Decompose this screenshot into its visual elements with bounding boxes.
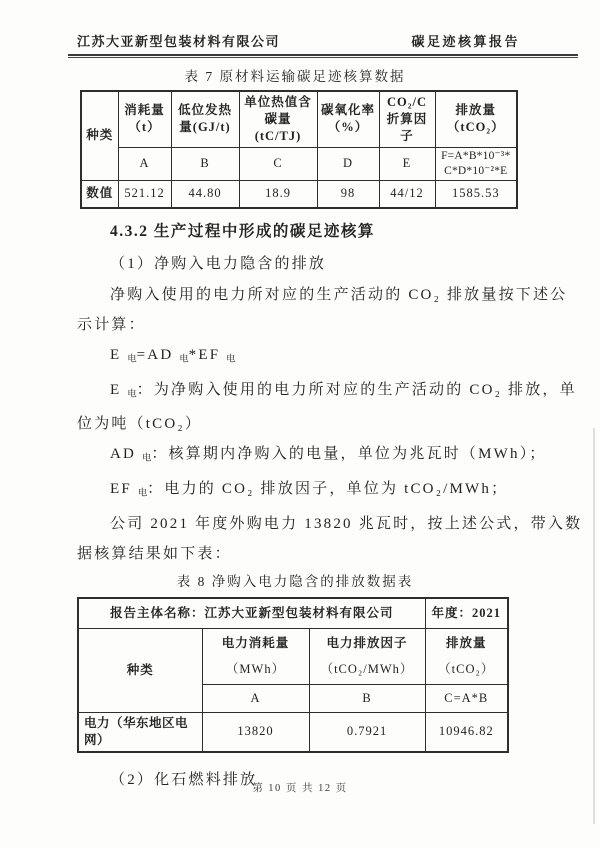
section-heading-432: 4.3.2 生产过程中形成的碳足迹核算 bbox=[110, 223, 375, 241]
table7-code-e: E bbox=[379, 147, 435, 180]
table7-caption: 表 7 原材料运输碳足迹核算数据 bbox=[184, 69, 406, 84]
table8-value-emission: 10946.82 bbox=[425, 713, 508, 752]
table7-code-d: D bbox=[317, 147, 379, 180]
table8-col-name: 电力排放因子 bbox=[326, 636, 408, 651]
table8-year-cell: 年度：2021 bbox=[425, 598, 508, 629]
table8-code-b: B bbox=[309, 685, 425, 713]
table7-col-header-heat-value: 低位发热量(GJ/t) bbox=[171, 91, 239, 147]
table7-col-header-emission: 排放量（tCO₂） bbox=[435, 91, 517, 147]
table8-value-consumption: 13820 bbox=[202, 713, 309, 752]
table8-col-unit: （MWh） bbox=[225, 662, 286, 676]
table8-data-row bbox=[78, 713, 508, 752]
table7-col-header-carbon-content: 单位热值含碳量(tC/TJ) bbox=[239, 91, 317, 147]
table7-value-consumption: 521.12 bbox=[118, 180, 171, 208]
table7-header-row bbox=[81, 91, 517, 147]
definition-e-line1: E $_电$：为净购入使用的电力所对应的生产活动的 CO₂ 排放，单 bbox=[110, 381, 577, 400]
table8-col-unit: （tCO₂） bbox=[438, 662, 495, 676]
scan-artifact-line bbox=[593, 428, 595, 824]
table8-entity-row bbox=[78, 598, 508, 629]
table7-code-a: A bbox=[118, 147, 171, 180]
table8-header-row bbox=[78, 629, 508, 685]
table7-value-row-header: 数值 bbox=[81, 180, 118, 208]
table8-col-name: 电力消耗量 bbox=[221, 636, 290, 651]
table7-col-header-co2c-factor: CO₂/C折算因子 bbox=[379, 91, 435, 147]
table8-corner-header: 种类 bbox=[78, 629, 202, 713]
para1-line2: 示计算： bbox=[77, 317, 146, 334]
table8-col-header-consumption bbox=[202, 629, 309, 685]
table7-code-row bbox=[81, 147, 517, 180]
table7-value-co2c-factor: 44/12 bbox=[379, 180, 435, 208]
header-double-rule bbox=[68, 54, 578, 58]
header-company-name: 江苏大亚新型包装材料有限公司 bbox=[77, 34, 281, 49]
table7-value-emission: 1585.53 bbox=[435, 180, 517, 208]
header-report-title: 碳足迹核算报告 bbox=[411, 34, 520, 49]
table8-col-header-emission-factor bbox=[309, 629, 425, 685]
running-header bbox=[77, 33, 532, 50]
table7-value-carbon-content: 18.9 bbox=[239, 180, 317, 208]
table7-code-formula: F=A*B*10⁻³*C*D*10⁻²*E bbox=[435, 147, 517, 180]
table7 bbox=[80, 90, 518, 209]
table8-col-unit: （tCO₂/MWh） bbox=[320, 662, 414, 676]
definition-ef: EF $_电$：电力的 CO₂ 排放因子，单位为 tCO₂/MWh； bbox=[110, 480, 509, 499]
table8 bbox=[77, 597, 509, 753]
table8-entity-cell: 报告主体名称：江苏大亚新型包装材料有限公司 bbox=[78, 598, 425, 629]
table8-kind-cell: 电力（华东地区电网） bbox=[78, 713, 202, 752]
table8-value-emission-factor: 0.7921 bbox=[309, 713, 425, 752]
table7-value-oxidation-rate: 98 bbox=[317, 180, 379, 208]
table7-value-heat-value: 44.80 bbox=[171, 180, 239, 208]
definition-e-line2: 位为吨（tCO₂） bbox=[77, 416, 203, 433]
table7-code-b: B bbox=[171, 147, 239, 180]
table7-code-c: C bbox=[239, 147, 317, 180]
table7-col-header-consumption: 消耗量（t） bbox=[118, 91, 171, 147]
table8-code-a: A bbox=[202, 685, 309, 713]
table8-caption: 表 8 净购入电力隐含的排放数据表 bbox=[176, 573, 414, 589]
para2-line1: 公司 2021 年度外购电力 13820 兆瓦时，按上述公式，带入数 bbox=[110, 515, 583, 532]
definition-ad: AD $_电$：核算期内净购入的电量，单位为兆瓦时（MWh）； bbox=[110, 446, 547, 464]
item2-heading: （2）化石燃料排放 bbox=[110, 771, 258, 788]
table8-col-header-emission bbox=[425, 629, 508, 685]
table8-code-c: C=A*B bbox=[425, 685, 508, 713]
table8-col-name: 排放量 bbox=[446, 636, 487, 651]
formula-e-electricity: E $_电$=AD $_电$*EF $_电$ bbox=[110, 347, 236, 365]
para1-line1: 净购入使用的电力所对应的生产活动的 CO₂ 排放量按下述公 bbox=[110, 287, 568, 304]
page-footer: 第 10 页 共 12 页 bbox=[252, 783, 348, 794]
body-text bbox=[77, 280, 583, 568]
item1-heading: （1）净购入电力隐含的排放 bbox=[110, 256, 327, 273]
para2-line2: 据核算结果如下表： bbox=[77, 545, 232, 562]
table7-corner-header: 种类 bbox=[81, 91, 118, 180]
table7-col-header-oxidation-rate: 碳氧化率（%） bbox=[317, 91, 379, 147]
table7-value-row bbox=[81, 180, 517, 208]
